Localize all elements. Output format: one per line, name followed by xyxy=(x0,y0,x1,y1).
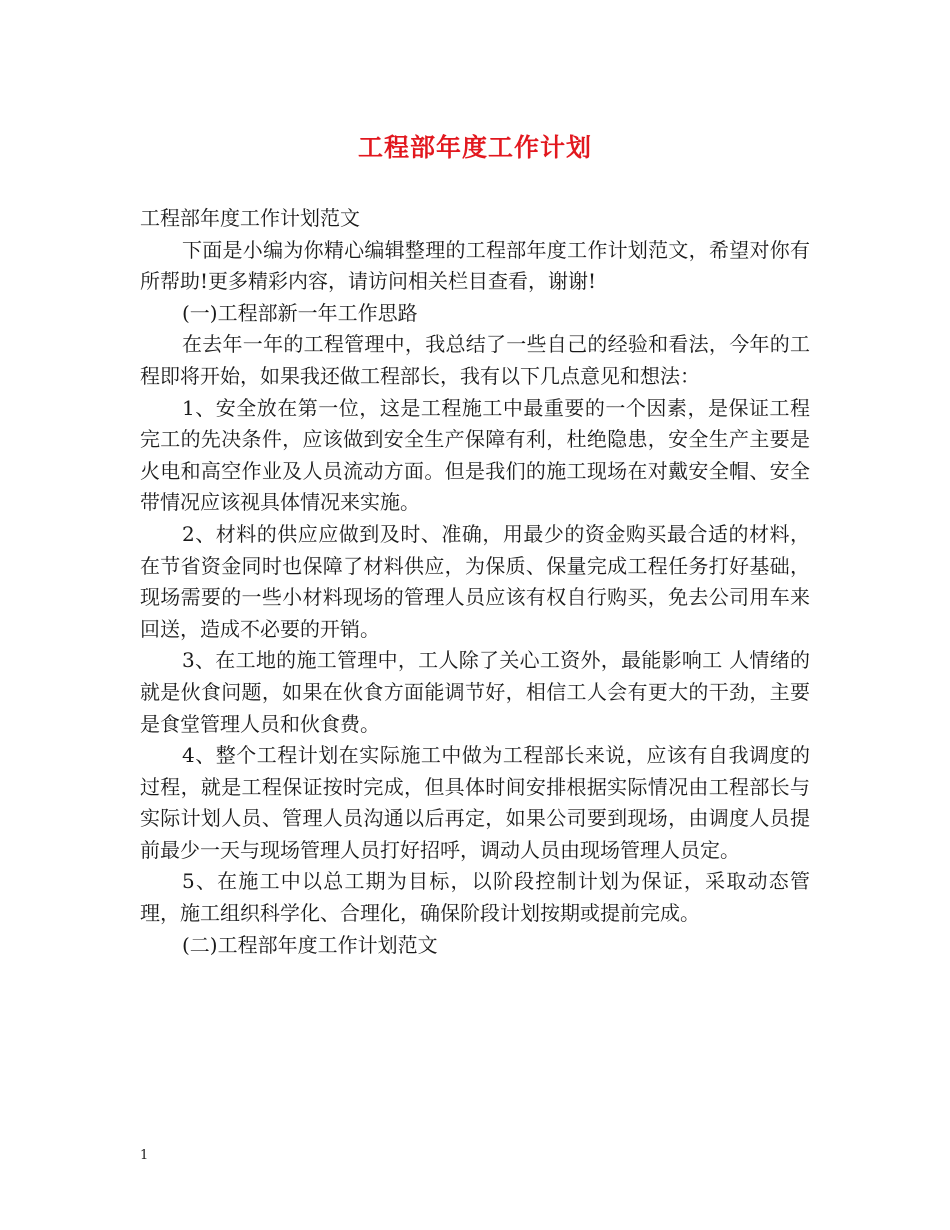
section-heading-1: (一)工程部新一年工作思路 xyxy=(182,300,418,325)
list-item-1: 1、安全放在第一位，这是工程施工中最重要的一个因素，是保证工程完工的先决条件，应该做到安全生产保障有利，杜绝隐患，安全生产主要是火电和高空作业及人员流动方面。但是我们的施工现场在对戴安全帽、安全带情况应该视具体情况来实施。 xyxy=(140,395,810,515)
page-number: 1 xyxy=(140,1148,149,1163)
subtitle-paragraph: 工程部年度工作计划范文 xyxy=(140,206,360,230)
body-paragraph: 在去年一年的工程管理中，我总结了一些自己的经验和看法，今年的工程即将开始，如果我还做工程部长，我有以下几点意见和想法： xyxy=(140,332,810,388)
page-title: 工程部年度工作计划 xyxy=(357,133,592,162)
list-item-2: 2、材料的供应应做到及时、准确，用最少的资金购买最合适的材料，在节省资金同时也保障了材料供应，为保质、保量完成工程任务打好基础，现场需要的一些小材料现场的管理人员应该有权自行购买，免去公司用车来回送，造成不必要的开销。 xyxy=(140,521,810,641)
section-heading-2: (二)工程部年度工作计划范文 xyxy=(182,932,438,957)
intro-paragraph: 下面是小编为你精心编辑整理的工程部年度工作计划范文，希望对你有所帮助!更多精彩内容，请访问相关栏目查看，谢谢! xyxy=(140,237,810,294)
list-item-3: 3、在工地的施工管理中，工人除了关心工资外，最能影响工 人情绪的就是伙食问题，如果在伙食方面能调节好，相信工人会有更大的干劲，主要是食堂管理人员和伙食费。 xyxy=(140,648,810,736)
list-item-5: 5、在施工中以总工期为目标，以阶段控制计划为保证，采取动态管理，施工组织科学化、合理化，确保阶段计划按期或提前完成。 xyxy=(140,869,810,926)
list-item-4: 4、整个工程计划在实际施工中做为工程部长来说，应该有自我调度的过程，就是工程保证按时完成，但具体时间安排根据实际情况由工程部长与实际计划人员、管理人员沟通以后再定，如果公司要到现场，由调度人员提前最少一天与现场管理人员打好招呼，调动人员由现场管理人员定。 xyxy=(140,743,810,862)
document-body xyxy=(140,203,810,961)
